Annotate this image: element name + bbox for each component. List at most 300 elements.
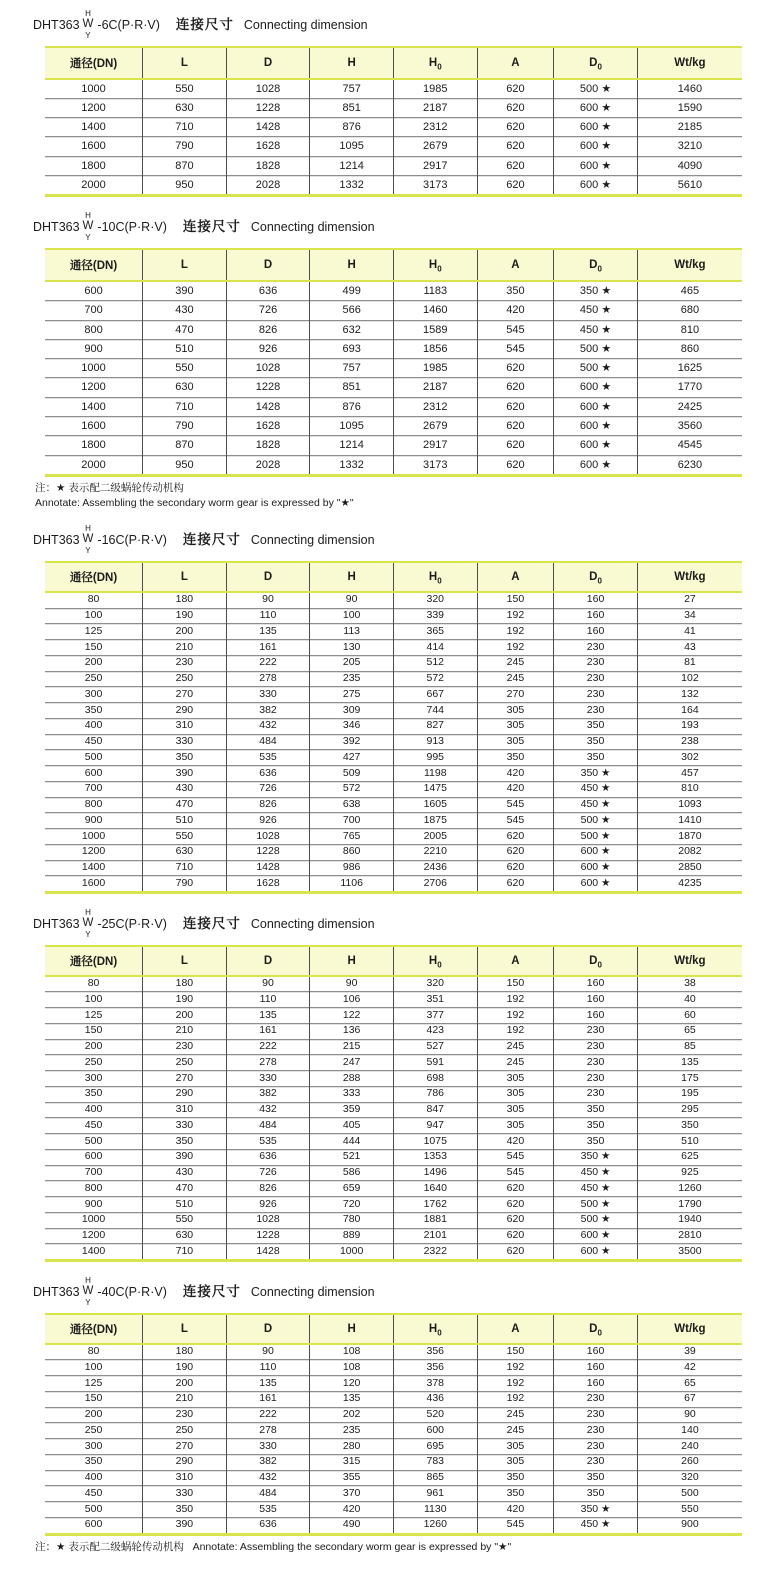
- cell: 423: [393, 1023, 477, 1039]
- cell: 720: [310, 1197, 394, 1213]
- cell: 786: [393, 1086, 477, 1102]
- cell: 192: [477, 1008, 554, 1024]
- model-letter-stack: [83, 525, 94, 555]
- cell: 600: [45, 1149, 143, 1165]
- column-label-subscript: 0: [437, 61, 442, 71]
- cell: 210: [143, 1391, 227, 1407]
- cell: 390: [143, 1149, 227, 1165]
- cell: 1000: [45, 1212, 143, 1228]
- column-label-subscript: 0: [597, 264, 602, 274]
- cell: 450 ★: [554, 301, 638, 320]
- cell: 545: [477, 1149, 554, 1165]
- cell: 161: [226, 1023, 310, 1039]
- table-row: [45, 1344, 742, 1360]
- cell: 290: [143, 1086, 227, 1102]
- cell: 870: [143, 436, 227, 455]
- cell: 950: [143, 455, 227, 475]
- cell: 3500: [637, 1244, 742, 1261]
- cell: 566: [310, 301, 394, 320]
- cell: 700: [310, 813, 394, 829]
- cell: 3173: [393, 455, 477, 475]
- cell: 200: [143, 1376, 227, 1392]
- model-letter: W: [82, 1285, 94, 1298]
- cell: 192: [477, 992, 554, 1008]
- table-row: [45, 624, 742, 640]
- cell: 250: [45, 1055, 143, 1071]
- cell: 636: [226, 1517, 310, 1534]
- model-suffix: -40C(P·R·V): [97, 1284, 167, 1299]
- cell: 620: [477, 1228, 554, 1244]
- cell: 290: [143, 1454, 227, 1470]
- cell: 2312: [393, 397, 477, 416]
- cell: 320: [393, 976, 477, 992]
- cell: 572: [393, 671, 477, 687]
- cell: 310: [143, 1102, 227, 1118]
- cell: 305: [477, 1071, 554, 1087]
- cell: 500: [637, 1486, 742, 1502]
- table-row: [45, 1149, 742, 1165]
- cell: 1605: [393, 797, 477, 813]
- cell: 420: [310, 1502, 394, 1518]
- cell: 783: [393, 1454, 477, 1470]
- cell: 572: [310, 781, 394, 797]
- dimension-table: [45, 561, 742, 894]
- cell: 450 ★: [554, 781, 638, 797]
- cell: 726: [226, 301, 310, 320]
- title-english: Connecting dimension: [250, 532, 375, 547]
- cell: 600 ★: [554, 118, 638, 137]
- cell: 1400: [45, 860, 143, 876]
- cell: 300: [45, 1071, 143, 1087]
- tables-container: [33, 10, 742, 1554]
- cell: 1000: [45, 359, 143, 378]
- cell: 1200: [45, 844, 143, 860]
- cell: 450: [45, 1486, 143, 1502]
- cell: 625: [637, 1149, 742, 1165]
- cell: 160: [554, 976, 638, 992]
- table-row: [45, 417, 742, 436]
- cell: 180: [143, 1344, 227, 1360]
- column-label: Wt/kg: [674, 258, 706, 271]
- cell: 125: [45, 1008, 143, 1024]
- table-row: [45, 1454, 742, 1470]
- column-header: [637, 47, 742, 79]
- cell: 535: [226, 750, 310, 766]
- column-header: [310, 946, 394, 976]
- cell: 1628: [226, 876, 310, 893]
- cell: 350: [554, 734, 638, 750]
- cell: 100: [45, 992, 143, 1008]
- cell: 620: [477, 417, 554, 436]
- cell: 995: [393, 750, 477, 766]
- cell: 350: [45, 1086, 143, 1102]
- cell: 1353: [393, 1149, 477, 1165]
- column-label: 通径(DN): [69, 571, 118, 584]
- cell: 900: [637, 1517, 742, 1534]
- cell: 1400: [45, 1244, 143, 1261]
- cell: 350: [554, 718, 638, 734]
- table-row: [45, 1244, 742, 1261]
- cell: 190: [143, 992, 227, 1008]
- cell: 356: [393, 1344, 477, 1360]
- cell: 1095: [310, 137, 394, 156]
- table-row: [45, 844, 742, 860]
- column-header: [393, 47, 477, 79]
- cell: 1000: [310, 1244, 394, 1261]
- table-row: [45, 1391, 742, 1407]
- cell: 545: [477, 1165, 554, 1181]
- table-title: [33, 909, 742, 939]
- cell: 926: [226, 813, 310, 829]
- cell: 230: [554, 640, 638, 656]
- table-row: [45, 339, 742, 358]
- cell: 1200: [45, 378, 143, 397]
- cell: 245: [477, 671, 554, 687]
- cell: 432: [226, 1102, 310, 1118]
- cell: 377: [393, 1008, 477, 1024]
- footnote-line: 注：★ 表示配二级蜗轮传动机构: [35, 482, 184, 494]
- table-section: [33, 525, 742, 894]
- cell: 2810: [637, 1228, 742, 1244]
- cell: 160: [554, 592, 638, 608]
- cell: 484: [226, 734, 310, 750]
- column-header: [477, 562, 554, 592]
- model-prefix: DHT363: [33, 532, 80, 547]
- cell: 499: [310, 281, 394, 301]
- column-label: D: [589, 570, 598, 583]
- cell: 90: [226, 1344, 310, 1360]
- cell: 2028: [226, 176, 310, 196]
- table-title: [33, 1277, 742, 1307]
- cell: 620: [477, 359, 554, 378]
- cell: 2312: [393, 118, 477, 137]
- model-suffix: -16C(P·R·V): [97, 532, 167, 547]
- cell: 827: [393, 718, 477, 734]
- cell: 876: [310, 118, 394, 137]
- header-row: [45, 946, 742, 976]
- model-letter: Y: [85, 929, 91, 939]
- cell: 38: [637, 976, 742, 992]
- cell: 680: [637, 301, 742, 320]
- cell: 150: [45, 640, 143, 656]
- cell: 125: [45, 1376, 143, 1392]
- cell: 3560: [637, 417, 742, 436]
- table-section: [33, 909, 742, 1262]
- cell: 1985: [393, 79, 477, 99]
- model-letter: Y: [85, 232, 91, 242]
- cell: 310: [143, 718, 227, 734]
- column-header: [143, 47, 227, 79]
- column-label: A: [511, 258, 520, 271]
- cell: 2210: [393, 844, 477, 860]
- cell: 295: [637, 1102, 742, 1118]
- cell: 108: [310, 1344, 394, 1360]
- column-header: [637, 562, 742, 592]
- cell: 2917: [393, 436, 477, 455]
- cell: 500 ★: [554, 1197, 638, 1213]
- cell: 430: [143, 301, 227, 320]
- cell: 765: [310, 829, 394, 845]
- table-row: [45, 397, 742, 416]
- cell: 230: [554, 703, 638, 719]
- cell: 245: [477, 655, 554, 671]
- table-row: [45, 1181, 742, 1197]
- model-suffix: -25C(P·R·V): [97, 916, 167, 931]
- column-header: [393, 946, 477, 976]
- title-english: Connecting dimension: [250, 1284, 375, 1299]
- cell: 600 ★: [554, 876, 638, 893]
- column-header: [45, 562, 143, 592]
- column-label: D: [589, 954, 598, 967]
- cell: 192: [477, 1376, 554, 1392]
- table-row: [45, 1228, 742, 1244]
- cell: 510: [637, 1134, 742, 1150]
- column-header: [226, 562, 310, 592]
- cell: 90: [310, 976, 394, 992]
- cell: 620: [477, 436, 554, 455]
- cell: 135: [226, 624, 310, 640]
- table-section: [33, 10, 742, 197]
- cell: 1228: [226, 378, 310, 397]
- cell: 250: [143, 1055, 227, 1071]
- cell: 359: [310, 1102, 394, 1118]
- column-header: [393, 1314, 477, 1344]
- cell: 450 ★: [554, 797, 638, 813]
- column-header: [310, 249, 394, 281]
- cell: 790: [143, 876, 227, 893]
- cell: 350: [143, 1134, 227, 1150]
- cell: 280: [310, 1439, 394, 1455]
- cell: 484: [226, 1118, 310, 1134]
- cell: 42: [637, 1360, 742, 1376]
- cell: 620: [477, 860, 554, 876]
- cell: 1940: [637, 1212, 742, 1228]
- cell: 698: [393, 1071, 477, 1087]
- cell: 135: [310, 1391, 394, 1407]
- column-header: [554, 562, 638, 592]
- cell: 351: [393, 992, 477, 1008]
- table-row: [45, 1502, 742, 1518]
- cell: 330: [143, 734, 227, 750]
- cell: 330: [226, 1071, 310, 1087]
- column-header: [554, 249, 638, 281]
- cell: 436: [393, 1391, 477, 1407]
- table-row: [45, 655, 742, 671]
- cell: 160: [554, 1376, 638, 1392]
- cell: 2082: [637, 844, 742, 860]
- cell: 290: [143, 703, 227, 719]
- table-row: [45, 436, 742, 455]
- cell: 1214: [310, 436, 394, 455]
- dimension-table: [45, 248, 742, 477]
- cell: 600 ★: [554, 397, 638, 416]
- cell: 420: [477, 1134, 554, 1150]
- cell: 450 ★: [554, 1181, 638, 1197]
- cell: 1028: [226, 359, 310, 378]
- cell: 636: [226, 1149, 310, 1165]
- table-row: [45, 876, 742, 893]
- cell: 600 ★: [554, 455, 638, 475]
- cell: 860: [310, 844, 394, 860]
- cell: 444: [310, 1134, 394, 1150]
- cell: 700: [45, 301, 143, 320]
- cell: 600 ★: [554, 844, 638, 860]
- cell: 365: [393, 624, 477, 640]
- cell: 400: [45, 718, 143, 734]
- cell: 110: [226, 608, 310, 624]
- model-letter-stack: [83, 212, 94, 242]
- cell: 200: [143, 1008, 227, 1024]
- table-row: [45, 1039, 742, 1055]
- table-row: [45, 1118, 742, 1134]
- column-label: 通径(DN): [69, 1323, 118, 1336]
- column-label: Wt/kg: [674, 570, 706, 583]
- cell: 1400: [45, 118, 143, 137]
- cell: 320: [393, 592, 477, 608]
- column-label-subscript: 0: [597, 1327, 602, 1337]
- cell: 1260: [637, 1181, 742, 1197]
- cell: 3173: [393, 176, 477, 196]
- cell: 961: [393, 1486, 477, 1502]
- cell: 521: [310, 1149, 394, 1165]
- cell: 190: [143, 608, 227, 624]
- cell: 100: [310, 608, 394, 624]
- cell: 2101: [393, 1228, 477, 1244]
- column-label-subscript: 0: [597, 576, 602, 586]
- model-prefix: DHT363: [33, 17, 80, 32]
- table-row: [45, 1470, 742, 1486]
- model-letter: Y: [85, 1297, 91, 1307]
- table-section: [33, 212, 742, 510]
- cell: 230: [143, 1039, 227, 1055]
- cell: 355: [310, 1470, 394, 1486]
- cell: 309: [310, 703, 394, 719]
- cell: 160: [554, 992, 638, 1008]
- cell: 135: [637, 1055, 742, 1071]
- cell: 2000: [45, 176, 143, 196]
- title-chinese: 连接尺寸: [182, 532, 241, 548]
- cell: 4545: [637, 436, 742, 455]
- cell: 620: [477, 79, 554, 99]
- cell: 230: [554, 1023, 638, 1039]
- cell: 420: [477, 1502, 554, 1518]
- cell: 484: [226, 1486, 310, 1502]
- column-label: D: [589, 56, 598, 69]
- cell: 350 ★: [554, 281, 638, 301]
- cell: 65: [637, 1023, 742, 1039]
- cell: 392: [310, 734, 394, 750]
- cell: 160: [554, 608, 638, 624]
- cell: 378: [393, 1376, 477, 1392]
- column-label: 通径(DN): [69, 57, 118, 70]
- cell: 600 ★: [554, 176, 638, 196]
- cell: 305: [477, 734, 554, 750]
- cell: 350: [554, 1118, 638, 1134]
- column-label: H: [347, 954, 356, 967]
- cell: 620: [477, 378, 554, 397]
- cell: 140: [637, 1423, 742, 1439]
- column-header: [554, 1314, 638, 1344]
- model-letter: H: [85, 524, 91, 534]
- cell: 85: [637, 1039, 742, 1055]
- table-row: [45, 976, 742, 992]
- cell: 420: [477, 781, 554, 797]
- cell: 527: [393, 1039, 477, 1055]
- table-row: [45, 1439, 742, 1455]
- cell: 1183: [393, 281, 477, 301]
- cell: 320: [637, 1470, 742, 1486]
- cell: 110: [226, 1360, 310, 1376]
- cell: 800: [45, 1181, 143, 1197]
- title-english: Connecting dimension: [250, 219, 375, 234]
- table-row: [45, 797, 742, 813]
- cell: 638: [310, 797, 394, 813]
- cell: 2436: [393, 860, 477, 876]
- cell: 1228: [226, 98, 310, 117]
- cell: 500 ★: [554, 813, 638, 829]
- cell: 1985: [393, 359, 477, 378]
- column-header: [45, 249, 143, 281]
- table-title: [33, 10, 742, 40]
- cell: 1875: [393, 813, 477, 829]
- cell: 620: [477, 1212, 554, 1228]
- cell: 1870: [637, 829, 742, 845]
- column-label: D: [263, 1322, 273, 1335]
- cell: 350: [554, 750, 638, 766]
- cell: 200: [45, 1407, 143, 1423]
- cell: 215: [310, 1039, 394, 1055]
- table-row: [45, 608, 742, 624]
- cell: 2028: [226, 455, 310, 475]
- cell: 1856: [393, 339, 477, 358]
- cell: 125: [45, 624, 143, 640]
- table-row: [45, 781, 742, 797]
- cell: 270: [477, 687, 554, 703]
- table-row: [45, 813, 742, 829]
- cell: 300: [45, 1439, 143, 1455]
- cell: 230: [554, 1439, 638, 1455]
- cell: 192: [477, 640, 554, 656]
- cell: 620: [477, 1197, 554, 1213]
- cell: 2187: [393, 378, 477, 397]
- table-row: [45, 592, 742, 608]
- cell: 550: [143, 829, 227, 845]
- table-row: [45, 1360, 742, 1376]
- footnote: [35, 481, 742, 510]
- cell: 826: [226, 320, 310, 339]
- column-header: [554, 47, 638, 79]
- cell: 1770: [637, 378, 742, 397]
- cell: 382: [226, 703, 310, 719]
- header-row: [45, 1314, 742, 1344]
- cell: 710: [143, 397, 227, 416]
- cell: 350: [477, 281, 554, 301]
- column-header: [226, 1314, 310, 1344]
- cell: 865: [393, 1470, 477, 1486]
- table-row: [45, 1212, 742, 1228]
- cell: 632: [310, 320, 394, 339]
- column-header: [310, 47, 394, 79]
- cell: 1400: [45, 397, 143, 416]
- model-letter-stack: [83, 10, 94, 40]
- cell: 860: [637, 339, 742, 358]
- model-letter: H: [85, 211, 91, 221]
- cell: 851: [310, 98, 394, 117]
- cell: 400: [45, 1470, 143, 1486]
- cell: 757: [310, 359, 394, 378]
- cell: 600 ★: [554, 417, 638, 436]
- cell: 450: [45, 1118, 143, 1134]
